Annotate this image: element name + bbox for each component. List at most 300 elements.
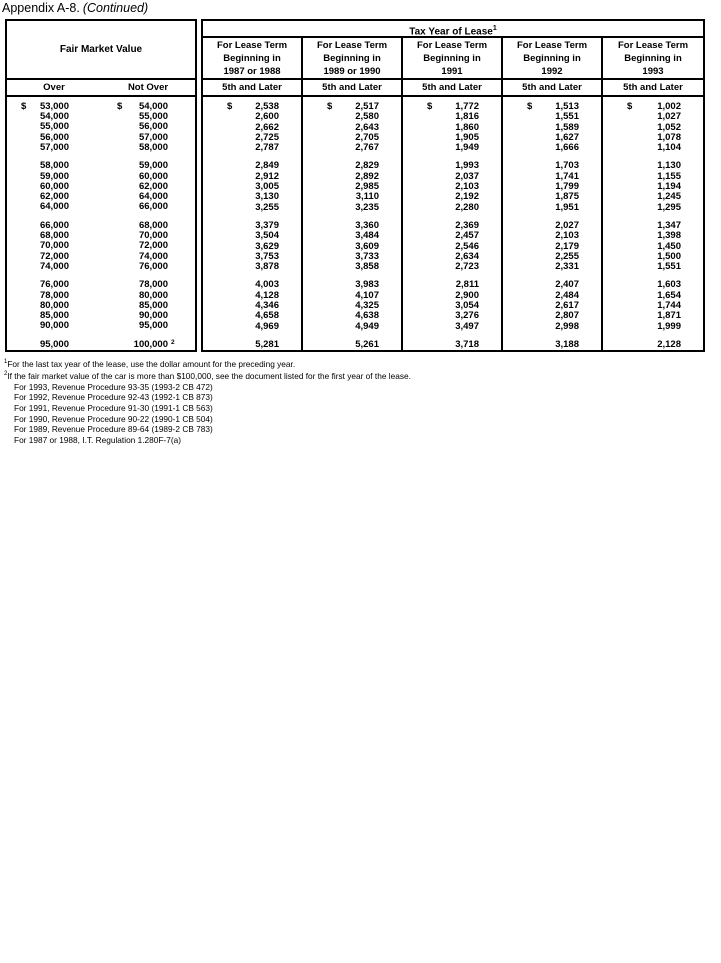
row-group: [303, 221, 401, 272]
cell-value: [503, 192, 601, 202]
cell-value-text: 1,450: [657, 240, 681, 252]
cell-value: [303, 143, 401, 153]
cell-value-text: 3,379: [255, 219, 279, 231]
table-row: [203, 301, 301, 311]
table-row: [203, 143, 301, 153]
cell-value: [303, 262, 401, 272]
table-row: [303, 161, 401, 171]
cell-value-text: 53,000: [39, 100, 69, 112]
table-row: [203, 102, 301, 112]
table-row: [7, 340, 195, 350]
row-group: [403, 221, 501, 272]
table-row: [603, 322, 703, 332]
cell-value-text: 95,000: [39, 338, 69, 350]
cell-value-text: 74,000: [138, 250, 168, 262]
lease-column-1987-or-1988: [203, 38, 303, 350]
lease-column-data: [203, 97, 301, 350]
cell-value-text: 2,634: [455, 250, 479, 262]
cell-value-text: 85,000: [138, 299, 168, 311]
cell-value-text: 4,325: [355, 300, 379, 312]
tax-year-of-lease-header: [203, 21, 703, 38]
cell-value: [403, 311, 501, 321]
cell-value-text: 2,998: [555, 320, 579, 332]
cell-value: [403, 340, 501, 350]
table-row: [203, 311, 301, 321]
cell-value-text: 5,281: [255, 338, 279, 350]
table-row: [203, 123, 301, 133]
table-row: [303, 203, 401, 213]
cell-value: [503, 291, 601, 301]
cell-value-text: 54,000: [138, 100, 168, 112]
cell-value-text: 1,772: [455, 101, 479, 112]
cell-value-text: 3,005: [255, 181, 279, 193]
cell-value: [603, 340, 703, 350]
table-row: [403, 252, 501, 262]
footnote-item: For 1992, Revenue Procedure 92-43 (1992-1 CB 873): [14, 392, 213, 403]
cell-value: [203, 203, 301, 213]
cell-value-text: 76,000: [39, 279, 69, 291]
cell-value: [603, 301, 703, 311]
table-row: [403, 112, 501, 122]
cell-value-text: 2,705: [355, 131, 379, 143]
cell-value: [603, 133, 703, 143]
cell-value: [303, 112, 401, 122]
cell-value-text: 2,617: [555, 300, 579, 312]
dollar-sign: $: [117, 100, 123, 112]
cell-value: [203, 340, 301, 350]
cell-value: [203, 280, 301, 290]
cell-value-text: 57,000: [39, 141, 69, 153]
table-row: [7, 202, 195, 212]
cell-value: [203, 182, 301, 192]
cell-value: [403, 242, 501, 252]
fmv-header: Fair Market Value: [7, 21, 195, 80]
cell-value-text: 2,255: [555, 250, 579, 262]
row-group: [7, 102, 195, 153]
cell-not-over: [101, 143, 195, 153]
dollar-sign: $: [627, 101, 633, 112]
table-row: [503, 123, 601, 133]
footnote-item: For 1993, Revenue Procedure 93-35 (1993-2 CB 472): [14, 381, 213, 392]
cell-value-text: 3,188: [555, 338, 579, 350]
cell-value: [403, 203, 501, 213]
footnote-1-marker: 1: [4, 359, 8, 365]
cell-value: [303, 221, 401, 231]
fmv-block: [5, 19, 197, 352]
row-group: [403, 280, 501, 331]
table-row: [603, 242, 703, 252]
table-row: [603, 262, 703, 272]
table-row: [503, 280, 601, 290]
table-row: [403, 133, 501, 143]
cell-value-text: 1,603: [657, 279, 681, 291]
table-row: [303, 221, 401, 231]
cell-value: [303, 182, 401, 192]
table-row: [203, 322, 301, 332]
dollar-sign: $: [227, 101, 233, 112]
cell-value-text: 56,000: [39, 131, 69, 143]
table-row: [403, 172, 501, 182]
header-line: For Lease Term: [416, 40, 488, 51]
table-row: [603, 280, 703, 290]
table-row: [203, 182, 301, 192]
cell-value-text: 1,078: [657, 131, 681, 143]
cell-value: [303, 133, 401, 143]
table-row: [603, 161, 703, 171]
cell-value: [503, 322, 601, 332]
cell-value: [603, 123, 703, 133]
table-row: [203, 192, 301, 202]
cell-value-text: 60,000: [138, 170, 168, 182]
table-row: [603, 301, 703, 311]
cell-value: [403, 252, 501, 262]
table-row: [203, 280, 301, 290]
cell-value: [203, 133, 301, 143]
table-row: [303, 231, 401, 241]
table-row: [303, 192, 401, 202]
cell-value-text: 2,517: [355, 101, 379, 112]
cell-over: [7, 262, 101, 272]
row-group: [7, 221, 195, 272]
cell-value: [403, 231, 501, 241]
row-group: [503, 280, 601, 331]
footnote-2: [4, 369, 411, 381]
table-row: [403, 262, 501, 272]
cell-value: [303, 252, 401, 262]
table-row: [203, 252, 301, 262]
cell-value: [403, 133, 501, 143]
cell-value-text: 95,000: [138, 320, 168, 332]
row-group: [603, 161, 703, 212]
cell-value-text: 1,398: [657, 230, 681, 242]
over-column-header: Over: [43, 81, 65, 93]
cell-value-text: 80,000: [138, 289, 168, 301]
cell-value: [603, 182, 703, 192]
table-row: [403, 322, 501, 332]
tax-year-header-text: Tax Year of Lease: [409, 26, 493, 38]
lease-column-data: [503, 97, 601, 350]
header-line: 1993: [642, 66, 664, 77]
table-row: [303, 262, 401, 272]
header-line: 1991: [441, 66, 463, 77]
cell-value-text: 1,949: [455, 142, 479, 154]
cell-value: [503, 182, 601, 192]
table-row: [603, 143, 703, 153]
cell-value-text: 2,027: [555, 219, 579, 231]
cell-value-text: 59,000: [39, 170, 69, 182]
footnote-list: [4, 382, 411, 446]
row-group: [403, 102, 501, 153]
cell-value-text: 2,787: [255, 142, 279, 154]
table-row: [203, 161, 301, 171]
table-row: [303, 112, 401, 122]
cell-value-text: 1,513: [555, 101, 579, 112]
footnote-2-marker: 2: [4, 371, 8, 378]
table-row: [303, 172, 401, 182]
cell-value: [303, 123, 401, 133]
cell-value-text: 78,000: [39, 289, 69, 301]
cell-value-text: 90,000: [39, 320, 69, 332]
cell-value-text: 2,103: [455, 181, 479, 193]
cell-value: [603, 291, 703, 301]
header-line: Beginning in: [624, 53, 682, 64]
cell-value: [603, 112, 703, 122]
cell-value-text: 1,999: [657, 320, 681, 332]
row-group: [403, 340, 501, 350]
cell-value-text: 1,551: [555, 111, 579, 123]
header-line: 1987 or 1988: [223, 66, 281, 77]
dollar-sign: $: [327, 101, 333, 112]
header-line: Beginning in: [523, 53, 581, 64]
cell-value-text: 1,860: [455, 121, 479, 133]
table-row: [603, 340, 703, 350]
cell-value-text: 2,580: [355, 111, 379, 123]
row-group: [403, 161, 501, 212]
cell-value-text: 1,551: [657, 261, 681, 273]
cell-value-text: 54,000: [39, 111, 69, 123]
cell-value-text: 4,128: [255, 289, 279, 301]
cell-value-text: 1,245: [657, 191, 681, 203]
cell-value-text: 3,255: [255, 201, 279, 213]
cell-value-text: 1,194: [657, 181, 681, 193]
cell-value: [303, 192, 401, 202]
cell-value-text: 3,497: [455, 320, 479, 332]
lease-block: [201, 19, 705, 352]
cell-value-text: 59,000: [138, 160, 168, 172]
row-group: [7, 161, 195, 212]
table-row: [303, 182, 401, 192]
cell-value-text: 3,733: [355, 250, 379, 262]
cell-value-text: 3,629: [255, 240, 279, 252]
cell-value: [203, 123, 301, 133]
table-row: [603, 291, 703, 301]
table-row: [303, 311, 401, 321]
cell-value-text: 2,280: [455, 201, 479, 213]
table-row: [503, 252, 601, 262]
cell-value-text: 2,723: [455, 261, 479, 273]
lease-column-data: [403, 97, 501, 350]
row-group: [203, 161, 301, 212]
lease-column-data: [603, 97, 703, 350]
cell-value-text: 3,753: [255, 250, 279, 262]
row-group: [503, 161, 601, 212]
dollar-sign: $: [21, 100, 27, 112]
cell-value-text: 2,600: [255, 111, 279, 123]
table-row: [303, 133, 401, 143]
cell-value-text: 1,993: [455, 160, 479, 172]
table-row: [203, 133, 301, 143]
cell-value: [203, 322, 301, 332]
cell-value-text: 58,000: [39, 160, 69, 172]
row-group: [203, 340, 301, 350]
table-row: [603, 182, 703, 192]
table-row: [603, 102, 703, 112]
table-row: [303, 340, 401, 350]
cell-value-text: 4,969: [255, 320, 279, 332]
cell-value-text: 4,107: [355, 289, 379, 301]
table-row: [303, 143, 401, 153]
cell-value-text: 1,875: [555, 191, 579, 203]
footnotes: [4, 357, 411, 445]
cell-value-text: 1,104: [657, 142, 681, 154]
lease-column-header: [203, 38, 301, 80]
cell-value-text: 2,829: [355, 160, 379, 172]
row-group: [303, 280, 401, 331]
header-line: Beginning in: [323, 53, 381, 64]
cell-value: [603, 252, 703, 262]
table-row: [503, 172, 601, 182]
table-row: [203, 172, 301, 182]
cell-value-text: 78,000: [138, 279, 168, 291]
cell-value-text: 2,331: [555, 261, 579, 273]
row-group: [603, 280, 703, 331]
table-row: [503, 340, 601, 350]
cell-value: [503, 161, 601, 171]
cell-value: [503, 203, 601, 213]
cell-value: [203, 301, 301, 311]
cell-value: [403, 322, 501, 332]
cell-value-text: 72,000: [39, 250, 69, 262]
cell-value-text: 2,811: [455, 279, 479, 291]
cell-value-text: 3,983: [355, 279, 379, 291]
lease-value-table: [5, 19, 705, 352]
cell-value: [503, 252, 601, 262]
cell-value: [403, 143, 501, 153]
table-row: [603, 221, 703, 231]
cell-over: [7, 202, 101, 212]
table-row: [603, 192, 703, 202]
table-row: [303, 280, 401, 290]
table-row: [603, 133, 703, 143]
table-row: [503, 203, 601, 213]
cell-value-text: 4,638: [355, 310, 379, 322]
lease-column-subheader: 5th and Later: [403, 80, 501, 97]
footnote-1: [4, 357, 411, 369]
cell-value: [503, 221, 601, 231]
cell-value: [403, 262, 501, 272]
table-row: [503, 192, 601, 202]
cell-value-text: 1,295: [657, 201, 681, 213]
table-row: [403, 301, 501, 311]
cell-value-text: 4,346: [255, 300, 279, 312]
dollar-sign: $: [527, 101, 533, 112]
table-row: [603, 311, 703, 321]
footnote-ref-2: 2: [171, 338, 175, 346]
cell-value-text: 76,000: [138, 260, 168, 272]
cell-value-text: 5,261: [355, 338, 379, 350]
cell-value-text: 2,128: [657, 338, 681, 350]
header-line: 1989 or 1990: [323, 66, 381, 77]
lease-column-header: [503, 38, 601, 80]
cell-value: [403, 112, 501, 122]
cell-value: [303, 291, 401, 301]
cell-value-text: 1,500: [657, 250, 681, 262]
row-group: [303, 161, 401, 212]
cell-value: [203, 231, 301, 241]
cell-value-text: 85,000: [39, 310, 69, 322]
cell-value-text: 70,000: [39, 240, 69, 252]
cell-over: [7, 143, 101, 153]
cell-value: [203, 262, 301, 272]
cell-value: [303, 161, 401, 171]
cell-value: [303, 280, 401, 290]
cell-value-text: 1,589: [555, 121, 579, 133]
lease-column-subheader: 5th and Later: [303, 80, 401, 97]
cell-value-text: 1,002: [657, 101, 681, 112]
dollar-sign: $: [427, 101, 433, 112]
table-row: [303, 102, 401, 112]
header-line: For Lease Term: [316, 40, 388, 51]
cell-value: [403, 301, 501, 311]
table-row: [203, 203, 301, 213]
header-line: For Lease Term: [516, 40, 588, 51]
cell-value-text: 56,000: [138, 121, 168, 133]
cell-value: [603, 172, 703, 182]
row-group: [203, 102, 301, 153]
table-row: [203, 221, 301, 231]
cell-value-text: 1,741: [555, 170, 579, 182]
cell-value: [603, 143, 703, 153]
header-line: For Lease Term: [216, 40, 288, 51]
table-row: [503, 322, 601, 332]
cell-value-text: 2,725: [255, 131, 279, 143]
table-row: [203, 231, 301, 241]
table-row: [303, 252, 401, 262]
cell-value-text: 1,347: [657, 219, 681, 231]
cell-value-text: 2,484: [555, 289, 579, 301]
table-row: [503, 262, 601, 272]
cell-value: [603, 221, 703, 231]
header-line: Beginning in: [223, 53, 281, 64]
cell-value: [503, 340, 601, 350]
table-row: [203, 291, 301, 301]
table-row: [403, 280, 501, 290]
title-main: Appendix A-8.: [2, 1, 80, 15]
lease-column-header: [303, 38, 401, 80]
cell-value-text: 2,538: [255, 101, 279, 112]
row-group: [503, 102, 601, 153]
cell-value-text: 3,054: [455, 300, 479, 312]
cell-value-text: 62,000: [39, 191, 69, 203]
cell-value-text: 2,103: [555, 230, 579, 242]
cell-value-text: 60,000: [39, 180, 69, 192]
cell-value: [403, 172, 501, 182]
cell-value: [203, 311, 301, 321]
lease-column-subheader: 5th and Later: [203, 80, 301, 97]
cell-value-text: 3,484: [355, 230, 379, 242]
cell-value: [503, 242, 601, 252]
table-row: [403, 311, 501, 321]
lease-column-1989-or-1990: [303, 38, 403, 350]
cell-value-text: 2,192: [455, 191, 479, 203]
cell-value-text: 1,951: [555, 201, 579, 213]
cell-value: [603, 280, 703, 290]
cell-value: [303, 102, 401, 112]
cell-value: [603, 262, 703, 272]
table-row: [403, 192, 501, 202]
cell-value-text: 1,130: [657, 160, 681, 172]
cell-not-over: [101, 340, 195, 350]
lease-column-1992: [503, 38, 603, 350]
cell-value-text: 1,666: [555, 142, 579, 154]
header-line: Beginning in: [423, 53, 481, 64]
cell-value: [203, 252, 301, 262]
cell-value: [303, 322, 401, 332]
table-row: [403, 203, 501, 213]
cell-value-text: 100,000: [133, 338, 168, 350]
cell-value-text: 66,000: [138, 201, 168, 213]
row-group: [503, 221, 601, 272]
